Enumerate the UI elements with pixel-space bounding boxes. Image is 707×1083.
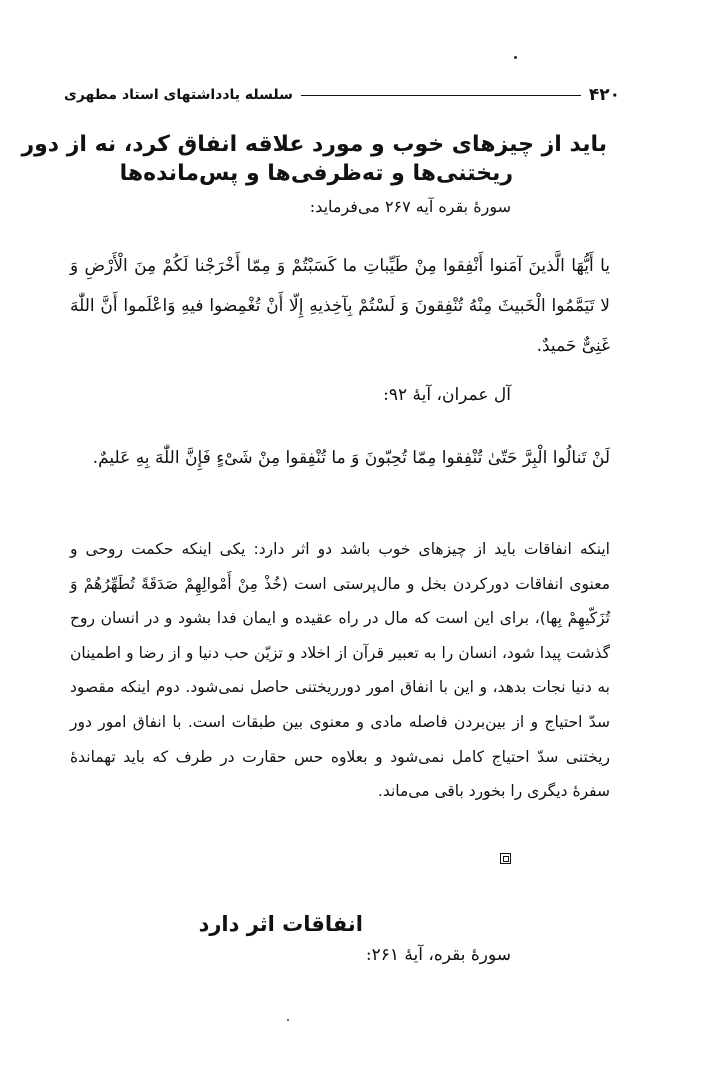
quran-verse-al-imran-92: لَنْ تَنالُوا الْبِرَّ حَتّیٰ تُنْفِقوا مِمّا تُحِبّونَ وَ ما تُنْفِقوا مِنْ شَیْءٍ فَإِنَّ اللّٰهَ بِهِ عَلیمٌ. — [92, 448, 610, 468]
running-header — [64, 82, 620, 108]
section2-heading: انفاقات اثر دارد — [198, 912, 363, 936]
section-end-icon — [500, 853, 511, 864]
commentary-paragraph: اینکه انفاقات باید از چیزهای خوب باشد دو اثر دارد: یکی اینکه حکمت روحی و معنوی انفاقات دورکردن بخل و مال‌پرستی است (خُذْ مِنْ أَمْوالِهِمْ صَدَقَةً تُطَهِّرُهُمْ وَ تُزَکّیهِمْ بِها)، برای این است که مال در راه عقیده و ایمان فدا بشود و در انسان روح گذشت پیدا شود، انسان را به تعبیر قرآن از اخلاد و تزیّن حب دنیا و از رضا و اطمینان به دنیا نجات بدهد، و این با انفاق امور دورریختنی حاصل نمی‌شود. دوم اینکه مقصود سدّ احتیاج و از بین‌بردن فاصله مادی و معنوی بین طبقات است. با انفاق امور دور ریختنی سدّ احتیاج کامل نمی‌شود و بعلاوه حس حقارت در طرف که باید تهماندۀ سفرۀ دیگری را بخورد باقی می‌ماند. — [70, 540, 610, 801]
verse-reference: سورۀ بقره آیه ۲۶۷ می‌فرماید: — [309, 197, 511, 216]
section-heading-line2: ریختنی‌ها و ته‌ظرفی‌ها و پس‌مانده‌ها — [119, 161, 513, 186]
section2-verse-reference: سورۀ بقره، آیۀ ۲۶۱: — [365, 945, 511, 965]
section-heading-line1: باید از چیزهای خوب و مورد علاقه انفاق کرد، نه از دور — [21, 132, 607, 157]
quran-verse-baqarah-267: یا أَیُّهَا الَّذینَ آمَنوا أَنْفِقوا مِنْ طَیِّباتِ ما کَسَبْتُمْ وَ مِمّا أَخْرَجْنا لَکُمْ مِنَ الْأَرْضِ وَ لا تَیَمَّمُوا الْخَبیثَ مِنْهُ تُنْفِقونَ وَ لَسْتُمْ بِآخِذیهِ إِلّا أَنْ تُغْمِضوا فیهِ وَاعْلَموا أَنَّ اللّٰهَ غَنِیٌّ حَمیدٌ. — [70, 256, 610, 356]
speck-mark-bottom — [287, 1019, 289, 1021]
speck-mark — [514, 56, 517, 59]
series-title: سلسله یادداشتهای استاد مطهری — [64, 87, 293, 103]
verse-reference-al-imran: آل عمران، آیۀ ۹۲: — [383, 385, 511, 405]
header-rule — [301, 95, 581, 96]
page-number: ۴۲۰ — [588, 85, 620, 105]
